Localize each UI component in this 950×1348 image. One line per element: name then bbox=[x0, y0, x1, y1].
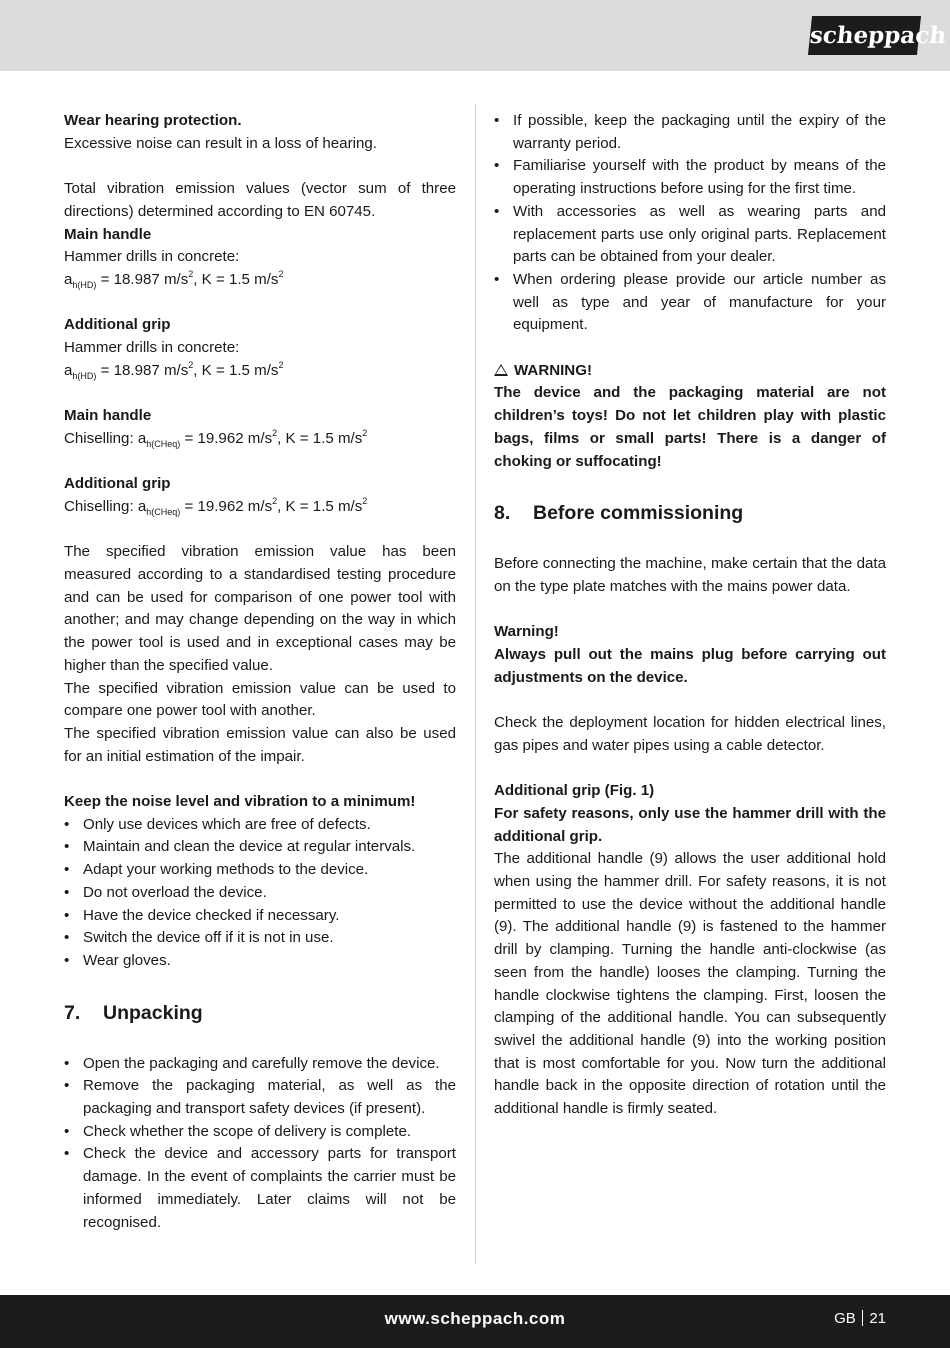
list-item: • Check the device and accessory parts for transport damage. In the event of complaints the carrier must be informed immediately. Later claims will not be recognised. bbox=[64, 1143, 456, 1234]
chiselling-value-2: Chiselling: $a_{h(CHeq)} = 19.962$ $m/s^2$, K = 1.5 $m/s^2$ bbox=[64, 495, 368, 517]
main-handle-heading-2: Main handle bbox=[64, 407, 152, 425]
before-commissioning-paragraph: Before connecting the machine, make certain that the data on the type plate matches with the mains power data. bbox=[494, 555, 886, 595]
warning2-text: Always pull out the mains plug before carrying out adjustments on the device. bbox=[494, 646, 886, 686]
list-item: • Wear gloves. bbox=[64, 950, 456, 973]
separator bbox=[862, 1310, 864, 1326]
column-divider bbox=[475, 104, 476, 1264]
list-item: • If possible, keep the packaging until the expiry of the warranty period. bbox=[494, 110, 886, 155]
check-location-paragraph: Check the deployment location for hidden electrical lines, gas pipes and water pipes using a cable detector. bbox=[494, 714, 886, 754]
additional-grip-paragraph: The additional handle (9) allows the user additional hold when using the hammer drill. For safety reasons, it is not permitted to use the device without the additional handle (9). The additional handle (9) is fastened to the hammer drill by clamping. Turning the handle anti-clockwise (as seen from the handle) looses the clamping. Turning the handle clockwise tightens the clamping. First, loosen the clamping of the additional handle. You can subsequently swivel the additional handle (9) into the working position that is most comfortable for you. Now turn the additional handle back in the opposite direction of rotation until the additional handle is firmly seated. bbox=[494, 850, 886, 1118]
hearing-title: Wear hearing protection. bbox=[64, 112, 242, 129]
additional-grip-title: Additional grip (Fig. 1) bbox=[494, 782, 655, 800]
right-column bbox=[494, 110, 886, 1121]
section-7-heading: 7. Unpacking bbox=[64, 1001, 203, 1024]
page-number-value: 21 bbox=[869, 1310, 886, 1327]
page-header bbox=[0, 0, 950, 71]
vibration-paragraph-1: The specified vibration emission value has been measured according to a standardised testing procedure and can be used for comparison of one power tool with another; and may change depending on the way in which the power tool is used and in exceptional cases may be higher than the specified value. bbox=[64, 543, 456, 674]
hammer-drills-label-1: Hammer drills in concrete: bbox=[64, 248, 240, 266]
additional-grip-safety: For safety reasons, only use the hammer drill with the additional grip. bbox=[494, 804, 886, 845]
chiselling-value-1: Chiselling: $a_{h(CHeq)} = 19.962$ $m/s^2$, K = 1.5 $m/s^2$ bbox=[64, 427, 368, 449]
vibration-paragraph-3: The specified vibration emission value can also be used for an initial estimation of the impair. bbox=[64, 724, 456, 765]
vibration-intro: Total vibration emission values (vector sum of three directions) determined according to EN 60745. bbox=[64, 180, 456, 220]
page-footer bbox=[0, 1295, 950, 1348]
vibration-paragraph-2: The specified vibration emission value can be used to compare one power tool with another. bbox=[64, 679, 456, 720]
additional-grip-heading-2: Additional grip bbox=[64, 475, 171, 493]
warning-triangle-icon bbox=[494, 364, 508, 376]
hd-value-2: $a_{h(HD)} = 18.987$ $m/s^2$, K = 1.5 $m/s^2$ bbox=[64, 359, 284, 381]
list-item: • Familiarise yourself with the product by means of the operating instructions before using for the first time. bbox=[494, 155, 886, 200]
list-item: • Only use devices which are free of defects. bbox=[64, 814, 456, 837]
list-item: • When ordering please provide our article number as well as type and year of manufacture for your equipment. bbox=[494, 269, 886, 337]
section-8-heading: 8. Before commissioning bbox=[494, 502, 744, 525]
scheppach-logo: scheppach bbox=[808, 16, 921, 55]
list-item: • Switch the device off if it is not in use. bbox=[64, 927, 456, 950]
language-code: GB bbox=[834, 1310, 856, 1327]
warning2-heading: Warning! bbox=[494, 623, 559, 641]
unpacking-list bbox=[64, 1053, 456, 1235]
hd-value-1: $a_{h(HD)} = 18.987$ $m/s^2$, K = 1.5 $m/s^2$ bbox=[64, 268, 284, 290]
list-item: • Maintain and clean the device at regular intervals. bbox=[64, 836, 456, 859]
main-handle-heading-1: Main handle bbox=[64, 225, 152, 243]
noise-title: Keep the noise level and vibration to a minimum! bbox=[64, 793, 416, 810]
additional-grip-heading-1: Additional grip bbox=[64, 316, 171, 334]
list-item: • Remove the packaging material, as well as the packaging and transport safety devices (if present). bbox=[64, 1075, 456, 1120]
list-item: • With accessories as well as wearing parts and replacement parts use only original parts. Replacement parts can be obtained from your dealer. bbox=[494, 201, 886, 269]
list-item: • Open the packaging and carefully remove the device. bbox=[64, 1053, 456, 1076]
left-column bbox=[64, 110, 456, 1234]
noise-list bbox=[64, 814, 456, 973]
list-item: • Do not overload the device. bbox=[64, 882, 456, 905]
hammer-drills-label-2: Hammer drills in concrete: bbox=[64, 339, 240, 356]
warning-text: The device and the packaging material are not children’s toys! Do not let children play with plastic bags, films or small parts! There is a danger of choking or suffocating! bbox=[494, 384, 886, 470]
packaging-list bbox=[494, 110, 886, 337]
page-number bbox=[834, 1310, 886, 1327]
list-item: • Check whether the scope of delivery is complete. bbox=[64, 1121, 456, 1144]
warning-heading: WARNING! bbox=[494, 360, 886, 383]
hearing-text: Excessive noise can result in a loss of hearing. bbox=[64, 134, 377, 152]
list-item: • Have the device checked if necessary. bbox=[64, 905, 456, 928]
website-url: www.scheppach.com bbox=[384, 1309, 566, 1328]
list-item: • Adapt your working methods to the device. bbox=[64, 859, 456, 882]
